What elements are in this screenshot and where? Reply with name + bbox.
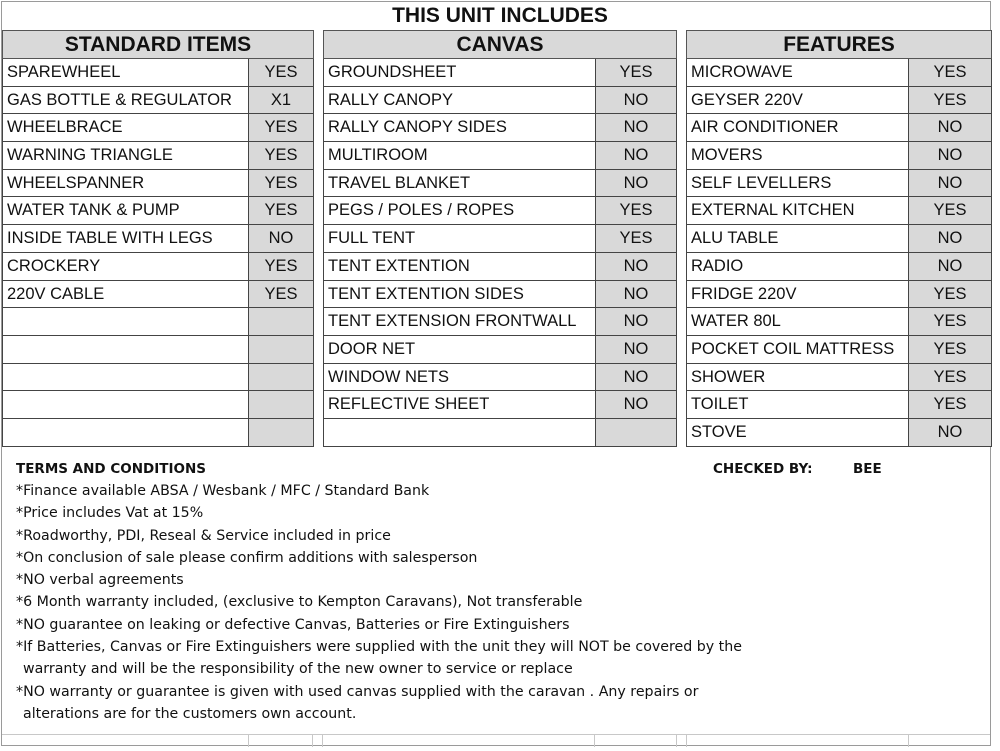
item-name: TENT EXTENSION FRONTWALL [328, 312, 577, 331]
item-name: MOVERS [691, 146, 763, 165]
item-value: YES [908, 281, 991, 308]
table-row [323, 142, 677, 170]
item-name [3, 419, 248, 446]
item-name: GAS BOTTLE & REGULATOR [7, 90, 232, 109]
features-header: FEATURES [686, 30, 992, 59]
checked-by-label: CHECKED BY: [713, 461, 813, 477]
item-name: TENT EXTENTION [328, 256, 470, 275]
bottom-grid-lines [2, 734, 990, 747]
table-row [686, 225, 992, 253]
item-value [595, 419, 676, 446]
item-value: YES [908, 336, 991, 363]
item-value: NO [595, 114, 676, 141]
item-name: WHEELSPANNER [7, 173, 145, 192]
item-name [3, 391, 248, 418]
item-value: YES [595, 197, 676, 224]
item-value: NO [595, 253, 676, 280]
item-name: FULL TENT [328, 229, 416, 248]
table-row [323, 364, 677, 392]
item-value: YES [908, 364, 991, 391]
standard-items-table [2, 30, 314, 447]
terms-line: *Finance available ABSA / Wesbank / MFC / Standard Bank [16, 483, 430, 499]
terms-line: warranty and will be the responsibility of the new owner to service or replace [23, 661, 573, 678]
item-name: REFLECTIVE SHEET [328, 395, 490, 414]
terms-line: *Price includes Vat at 15% [16, 505, 204, 522]
item-value: NO [595, 308, 676, 335]
item-name [3, 336, 248, 363]
terms-line: alterations are for the customers own account. [23, 705, 357, 722]
item-name: RALLY CANOPY SIDES [328, 118, 507, 137]
item-name: TENT EXTENTION SIDES [328, 284, 524, 303]
terms-line: *6 Month warranty included, (exclusive to Kempton Caravans), Not transferable [16, 594, 583, 611]
table-row [323, 59, 677, 87]
standard-items-header: STANDARD ITEMS [2, 30, 314, 59]
terms-list [16, 480, 976, 725]
item-name [324, 419, 595, 446]
item-value: YES [908, 197, 991, 224]
checked-by [713, 458, 882, 480]
table-row [686, 87, 992, 115]
table-row [686, 336, 992, 364]
item-name: POCKET COIL MATTRESS [691, 339, 895, 358]
table-row [2, 59, 314, 87]
item-name: EXTERNAL KITCHEN [691, 201, 855, 220]
item-name: WHEELBRACE [7, 118, 123, 137]
table-row [2, 197, 314, 225]
table-row [686, 59, 992, 87]
terms-line: *NO warranty or guarantee is given with used canvas supplied with the caravan . Any repairs or [16, 683, 699, 700]
item-value: NO [908, 142, 991, 169]
item-name: RADIO [691, 256, 744, 275]
item-value: NO [908, 170, 991, 197]
table-row [2, 364, 314, 392]
item-value: YES [248, 197, 313, 224]
table-row [2, 281, 314, 309]
item-value: NO [595, 170, 676, 197]
item-value: YES [248, 114, 313, 141]
table-row [686, 419, 992, 447]
item-value: NO [908, 114, 991, 141]
item-value: NO [595, 87, 676, 114]
item-name: AIR CONDITIONER [691, 118, 839, 137]
item-value: YES [908, 87, 991, 114]
terms-line: *NO guarantee on leaking or defective Canvas, Batteries or Fire Extinguishers [16, 616, 570, 633]
item-value: NO [248, 225, 313, 252]
item-value: YES [908, 391, 991, 418]
item-value: YES [248, 170, 313, 197]
table-row [323, 336, 677, 364]
canvas-header: CANVAS [323, 30, 677, 59]
item-value: YES [908, 59, 991, 86]
item-value: NO [595, 336, 676, 363]
table-row [323, 391, 677, 419]
item-value: NO [908, 253, 991, 280]
table-row [2, 253, 314, 281]
item-name [3, 364, 248, 391]
table-row [686, 142, 992, 170]
table-row [2, 142, 314, 170]
table-row [686, 170, 992, 198]
item-name: MULTIROOM [328, 146, 428, 165]
item-name: WARNING TRIANGLE [7, 146, 173, 165]
item-value: YES [908, 308, 991, 335]
table-row [2, 114, 314, 142]
table-row [2, 419, 314, 447]
item-name: STOVE [691, 422, 747, 441]
item-name: WATER 80L [691, 312, 781, 331]
table-row [2, 336, 314, 364]
item-name: CROCKERY [7, 256, 101, 275]
item-value: YES [248, 59, 313, 86]
table-row [323, 253, 677, 281]
terms-line: *On conclusion of sale please confirm additions with salesperson [16, 549, 478, 566]
table-row [686, 391, 992, 419]
terms-and-conditions [16, 458, 976, 725]
table-row [323, 87, 677, 115]
table-row [2, 87, 314, 115]
table-row [686, 253, 992, 281]
table-row [323, 197, 677, 225]
item-value [248, 308, 313, 335]
table-row [686, 281, 992, 309]
checked-by-value: BEE [853, 461, 882, 477]
table-row [323, 419, 677, 447]
table-row [323, 114, 677, 142]
item-value [248, 364, 313, 391]
table-row [686, 364, 992, 392]
item-value: NO [595, 391, 676, 418]
item-value: NO [908, 225, 991, 252]
item-value: X1 [248, 87, 313, 114]
table-row [2, 308, 314, 336]
item-value: YES [595, 225, 676, 252]
item-name: WINDOW NETS [328, 367, 449, 386]
item-name: SPAREWHEEL [7, 63, 121, 81]
item-name: GROUNDSHEET [328, 63, 457, 81]
table-row [2, 391, 314, 419]
table-row [686, 197, 992, 225]
item-name: SELF LEVELLERS [691, 173, 832, 192]
item-name: ALU TABLE [691, 229, 779, 248]
item-value: YES [248, 253, 313, 280]
item-name [3, 308, 248, 335]
page-title: THIS UNIT INCLUDES [392, 4, 608, 27]
item-name: FRIDGE 220V [691, 284, 797, 303]
terms-line: *Roadworthy, PDI, Reseal & Service included in price [16, 527, 391, 544]
item-name: SHOWER [691, 367, 766, 386]
item-value: NO [595, 281, 676, 308]
item-name: TRAVEL BLANKET [328, 173, 471, 192]
item-name: MICROWAVE [691, 63, 793, 81]
canvas-table [323, 30, 677, 447]
table-row [323, 281, 677, 309]
table-row [323, 170, 677, 198]
table-row [2, 225, 314, 253]
table-row [686, 308, 992, 336]
item-name: DOOR NET [328, 339, 416, 358]
item-name: TOILET [691, 395, 749, 414]
item-name: GEYSER 220V [691, 90, 803, 109]
item-value: YES [248, 142, 313, 169]
item-value: YES [595, 59, 676, 86]
features-table [686, 30, 992, 447]
item-value [248, 419, 313, 446]
item-name: WATER TANK & PUMP [7, 201, 180, 220]
item-name: RALLY CANOPY [328, 90, 454, 109]
table-row [323, 225, 677, 253]
terms-line: *If Batteries, Canvas or Fire Extinguishers were supplied with the unit they will NOT be covered by the [16, 639, 742, 656]
item-value [248, 336, 313, 363]
table-row [2, 170, 314, 198]
terms-heading: TERMS AND CONDITIONS [16, 461, 206, 477]
item-name: INSIDE TABLE WITH LEGS [7, 229, 213, 248]
table-row [323, 308, 677, 336]
item-value: NO [908, 419, 991, 446]
item-name: PEGS / POLES / ROPES [328, 201, 515, 220]
item-value: YES [248, 281, 313, 308]
table-row [686, 114, 992, 142]
terms-line: *NO verbal agreements [16, 572, 184, 589]
item-value: NO [595, 364, 676, 391]
item-value: NO [595, 142, 676, 169]
item-name: 220V CABLE [7, 284, 105, 303]
item-value [248, 391, 313, 418]
